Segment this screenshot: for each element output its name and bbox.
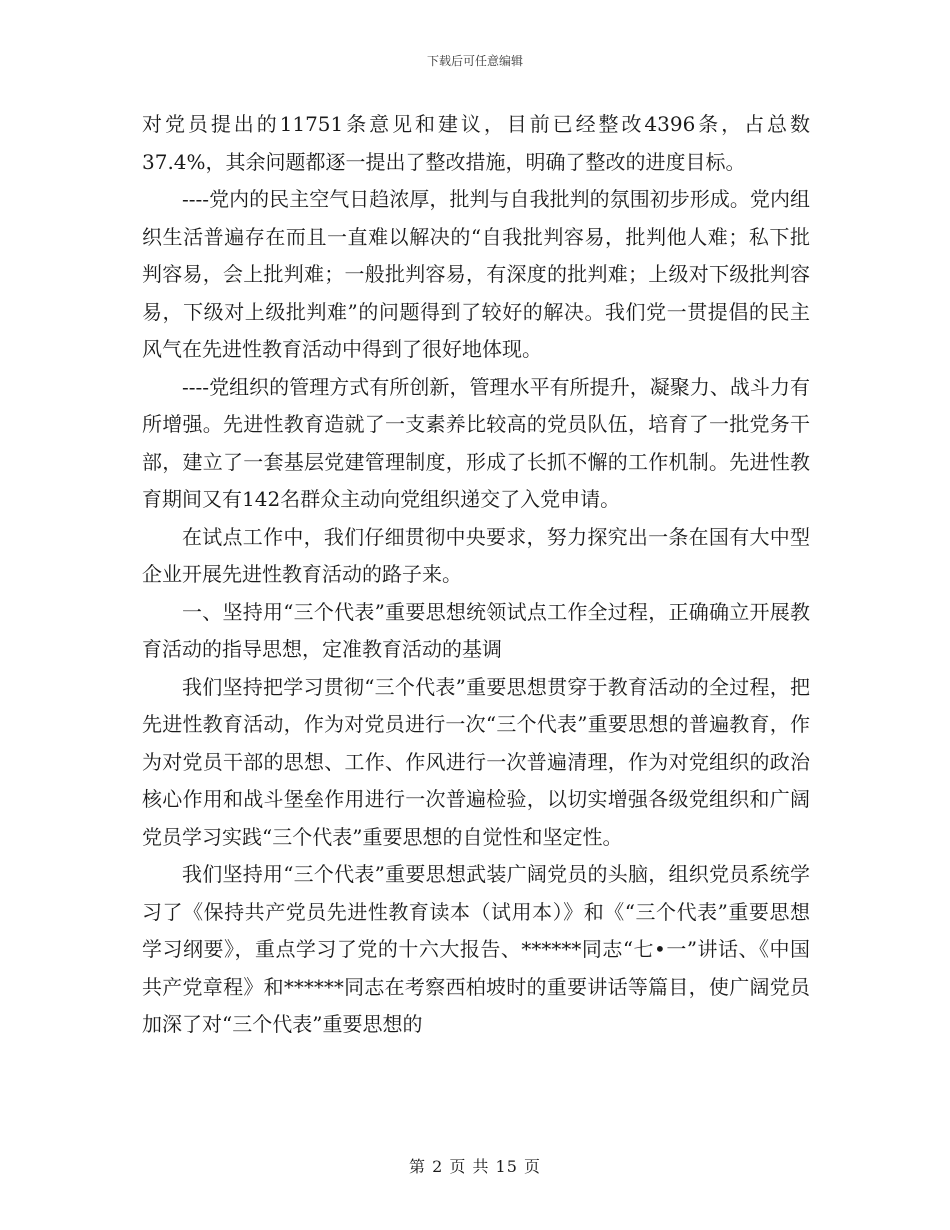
paragraph-4: 在试点工作中，我们仔细贯彻中央要求，努力探究出一条在国有大中型企业开展先进性教育活动的路子来。 (142, 524, 810, 586)
section-heading-1: 一、坚持用“三个代表”重要思想统领试点工作全过程，正确确立开展教育活动的指导思想，定准教育活动的基调 (142, 599, 810, 661)
paragraph-6: 我们坚持用“三个代表”重要思想武装广阔党员的头脑，组织党员系统学习了《保持共产党员先进性教育读本（试用本）》和《“三个代表”重要思想学习纲要》，重点学习了党的十六大报告、******同志“七•一”讲话、《中国共产党章程》和******同志在考察西柏坡时的重要讲话等篇目，使广阔党员加深了对“三个代表”重要思想的 (142, 862, 810, 1036)
document-body (142, 106, 810, 1044)
paragraph-3: ----党组织的管理方式有所创新，管理水平有所提升，凝聚力、战斗力有所增强。先进性教育造就了一支素养比较高的党员队伍，培育了一批党务干部，建立了一套基层党建管理制度，形成了长抓不懈的工作机制。先进性教育期间又有142名群众主动向党组织递交了入党申请。 (142, 374, 810, 511)
page-number-footer: 第 2 页 共 15 页 (409, 1157, 541, 1176)
paragraph-1: 对党员提出的11751条意见和建议，目前已经整改4396条，占总数37.4%，其余问题都逐一提出了整改措施，明确了整改的进度目标。 (142, 112, 810, 174)
paragraph-5: 我们坚持把学习贯彻“三个代表”重要思想贯穿于教育活动的全过程，把先进性教育活动，作为对党员进行一次“三个代表”重要思想的普遍教育，作为对党员干部的思想、工作、作风进行一次普遍清理，作为对党组织的政治核心作用和战斗堡垒作用进行一次普遍检验，以切实增强各级党组织和广阔党员学习实践“三个代表”重要思想的自觉性和坚定性。 (142, 674, 810, 849)
paragraph-2: ----党内的民主空气日趋浓厚，批判与自我批判的氛围初步形成。党内组织生活普遍存在而且一直难以解决的“自我批判容易，批判他人难；私下批判容易，会上批判难；一般批判容易，有深度的批判难；上级对下级批判容易，下级对上级批判难”的问题得到了较好的解决。我们党一贯提倡的民主风气在先进性教育活动中得到了很好地体现。 (142, 187, 810, 361)
page-header: 下载后可任意编辑 (426, 54, 523, 68)
